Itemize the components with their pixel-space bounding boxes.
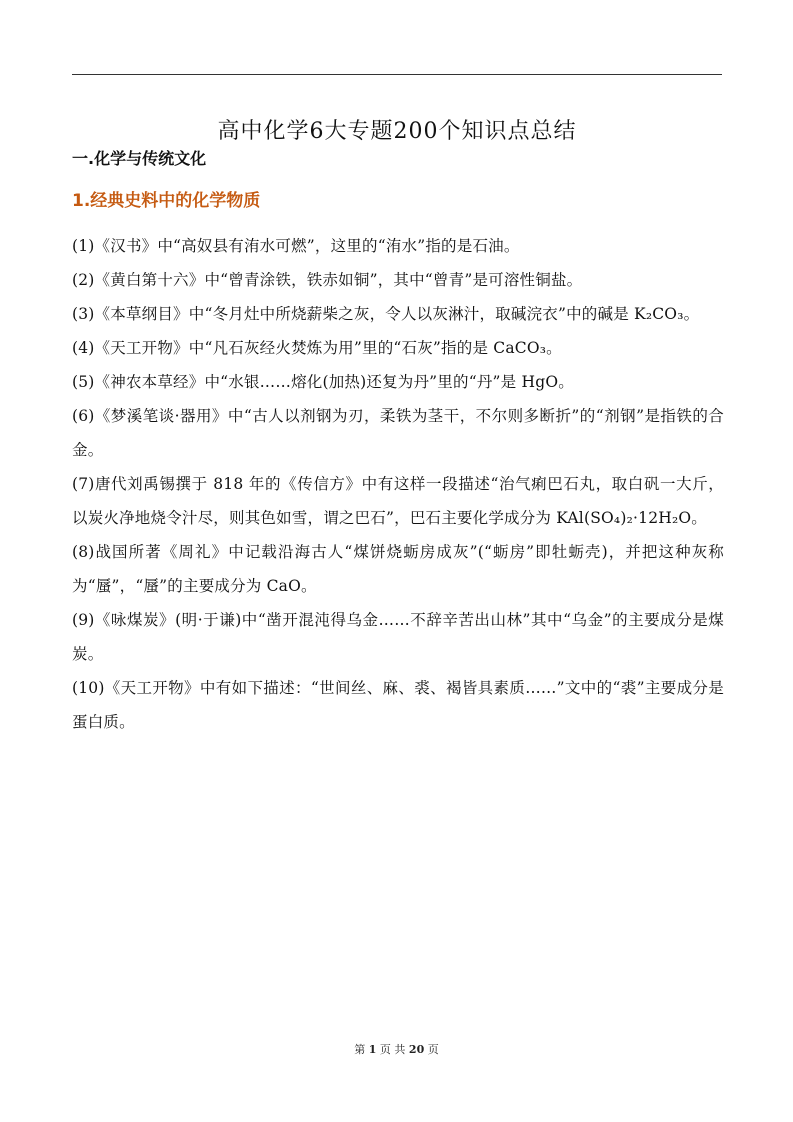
list-item: (5)《神农本草经》中“水银……熔化(加热)还复为丹”里的“丹”是 HgO。 (72, 373, 574, 391)
footer-prefix: 第 (354, 1043, 366, 1056)
list-item: (6)《梦溪笔谈·器用》中“古人以剂钢为刃，柔铁为茎干，不尔则多断折”的“剂钢”是指铁的合金。 (72, 407, 724, 459)
footer-suffix: 页 (427, 1043, 439, 1056)
sub-heading: 1.经典史料中的化学物质 (72, 191, 261, 211)
list-item: (10)《天工开物》中有如下描述：“世间丝、麻、裘、褐皆具素质……”文中的“裘”主要成分是蛋白质。 (72, 679, 724, 731)
section-heading: 一.化学与传统文化 (72, 149, 207, 168)
page-footer (0, 1042, 793, 1058)
total-pages: 20 (408, 1043, 425, 1056)
list-item: (7)唐代刘禹锡撰于 818 年的《传信方》中有这样一段描述“治气痢巴石丸，取白矾一大斤，以炭火净地烧令汁尽，则其色如雪，谓之巴石”，巴石主要化学成分为 KAl(SO₄)₂·12H₂O。 (72, 475, 724, 527)
page-number: 1 (368, 1043, 377, 1056)
footer-mid: 页 共 (379, 1043, 406, 1056)
list-item: (8)战国所著《周礼》中记载沿海古人“煤饼烧蛎房成灰”(“蛎房”即牡蛎壳)，并把这种灰称为“蜃”，“蜃”的主要成分为 CaO。 (72, 543, 724, 595)
header-rule (72, 74, 722, 75)
document-title: 高中化学6大专题200个知识点总结 (217, 118, 577, 144)
list-item: (1)《汉书》中“高奴县有洧水可燃”，这里的“洧水”指的是石油。 (72, 237, 520, 255)
list-item: (9)《咏煤炭》(明·于谦)中“凿开混沌得乌金……不辞辛苦出山林”其中“乌金”的主要成分是煤炭。 (72, 611, 724, 663)
list-item: (3)《本草纲目》中“冬月灶中所烧薪柴之灰，令人以灰淋汁，取碱浣衣”中的碱是 K₂CO₃。 (72, 305, 700, 323)
list-item: (4)《天工开物》中“凡石灰经火焚炼为用”里的“石灰”指的是 CaCO₃。 (72, 339, 562, 357)
list-item: (2)《黄白第十六》中“曾青涂铁，铁赤如铜”，其中“曾青”是可溶性铜盐。 (72, 271, 583, 289)
knowledge-list (72, 229, 724, 739)
